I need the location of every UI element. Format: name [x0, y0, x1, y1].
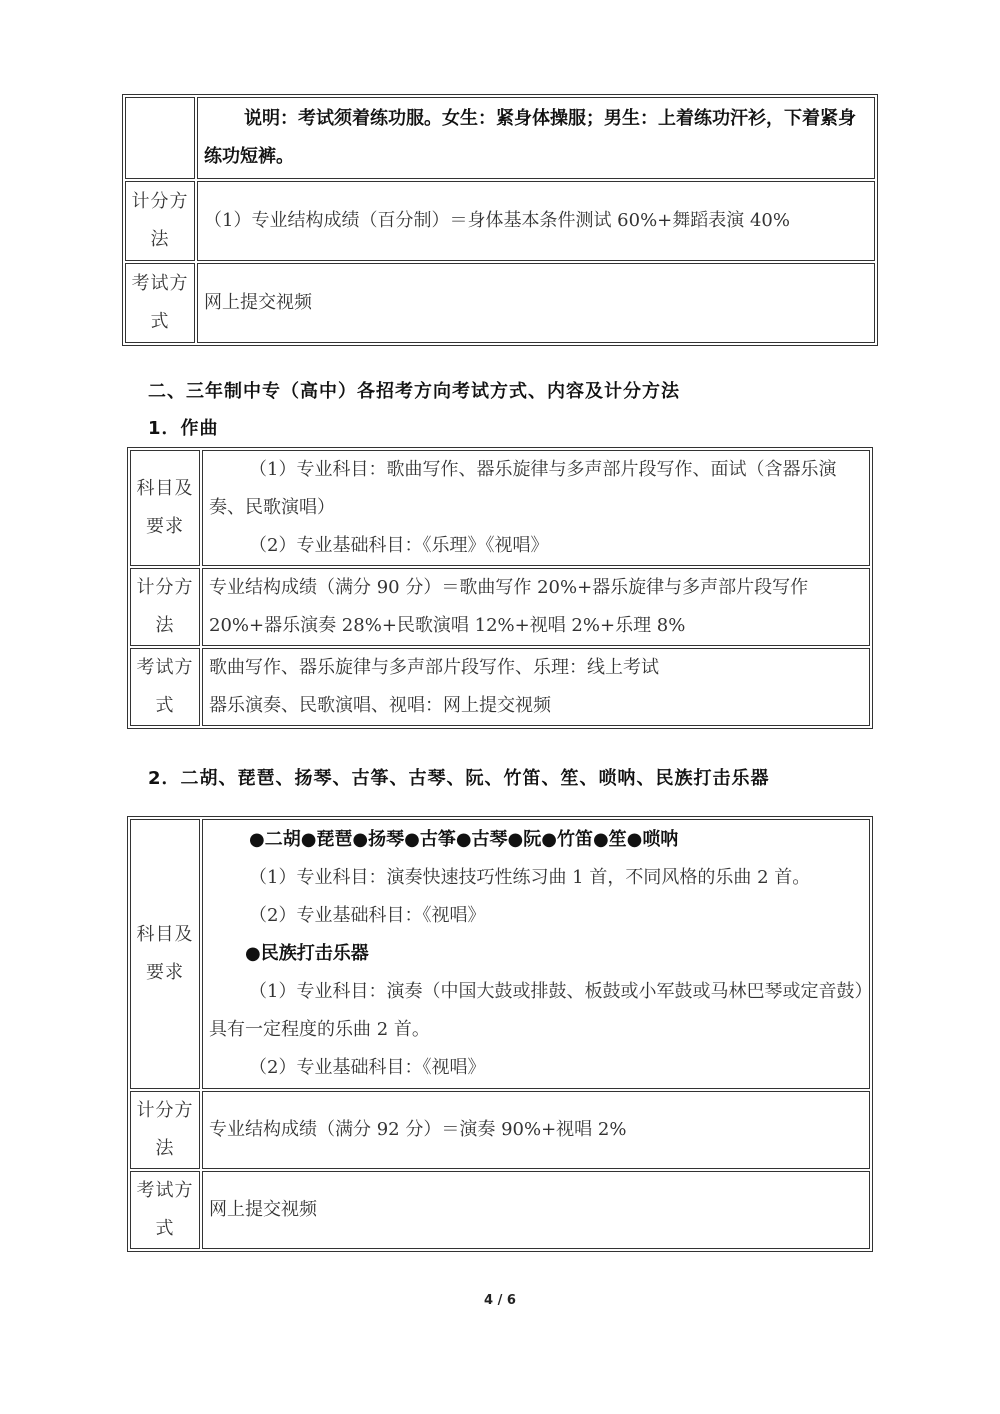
subject-label: 科目及要求: [130, 450, 200, 566]
page-number: 4 / 6: [484, 1293, 516, 1308]
instruments-list: ●二胡●琵琶●扬琴●古筝●古琴●阮●竹笛●笙●唢呐: [249, 829, 679, 850]
attire-note: 说明：考试须着练功服。女生：紧身体操服；男生：上着练功汗衫，下着紧身练功短裤。: [197, 97, 875, 179]
subject-line-2: （2）专业基础科目：《乐理》《视唱》: [249, 535, 549, 556]
table-dance-continued: [122, 94, 878, 346]
subject-content: [202, 819, 870, 1089]
scoring-text: 专业结构成绩（满分 92 分）＝演奏 90%+视唱 2%: [202, 1091, 870, 1169]
scoring-text: 专业结构成绩（满分 90 分）＝歌曲写作 20%+器乐旋律与多声部片段写作 20%+器乐演奏 28%+民歌演唱 12%+视唱 2%+乐理 8%: [202, 568, 870, 646]
exam-method-text: 网上提交视频: [202, 1171, 870, 1249]
exam-method-text: 网上提交视频: [197, 263, 875, 343]
table-composition: [127, 447, 873, 729]
subject-content: [202, 450, 870, 566]
scoring-label: 计分方法: [130, 568, 200, 646]
percussion-title: ●民族打击乐器: [245, 943, 369, 964]
instrument-subject: （1）专业科目：演奏快速技巧性练习曲 1 首，不同风格的乐曲 2 首。: [249, 867, 811, 888]
exam-method-content: [202, 648, 870, 726]
subject-line-1: （1）专业科目：歌曲写作、器乐旋律与多声部片段写作、面试（含器乐演奏、民歌演唱）: [209, 459, 837, 518]
section-heading: 二、三年制中专（高中）各招考方向考试方式、内容及计分方法: [148, 381, 680, 402]
exam-method-label: 考试方式: [125, 263, 195, 343]
composition-heading: 1．作曲: [148, 418, 219, 439]
subject-label: 科目及要求: [130, 819, 200, 1089]
exam-method-label: 考试方式: [130, 1171, 200, 1249]
scoring-label: 计分方法: [125, 181, 195, 261]
exam-line-2: 器乐演奏、民歌演唱、视唱：网上提交视频: [209, 695, 551, 716]
empty-label-cell: [125, 97, 195, 179]
exam-method-label: 考试方式: [130, 648, 200, 726]
instrument-basic-subject: （2）专业基础科目：《视唱》: [249, 905, 486, 926]
scoring-text: （1）专业结构成绩（百分制）＝身体基本条件测试 60%+舞蹈表演 40%: [197, 181, 875, 261]
percussion-basic-subject: （2）专业基础科目：《视唱》: [249, 1057, 486, 1078]
folk-instruments-heading: 2．二胡、琵琶、扬琴、古筝、古琴、阮、竹笛、笙、唢呐、民族打击乐器: [148, 768, 770, 789]
exam-line-1: 歌曲写作、器乐旋律与多声部片段写作、乐理：线上考试: [209, 657, 659, 678]
table-folk-instruments: [127, 816, 873, 1252]
percussion-subject: （1）专业科目：演奏（中国大鼓或排鼓、板鼓或小军鼓或马林巴琴或定音鼓）具有一定程度的乐曲 2 首。: [209, 981, 864, 1040]
scoring-label: 计分方法: [130, 1091, 200, 1169]
